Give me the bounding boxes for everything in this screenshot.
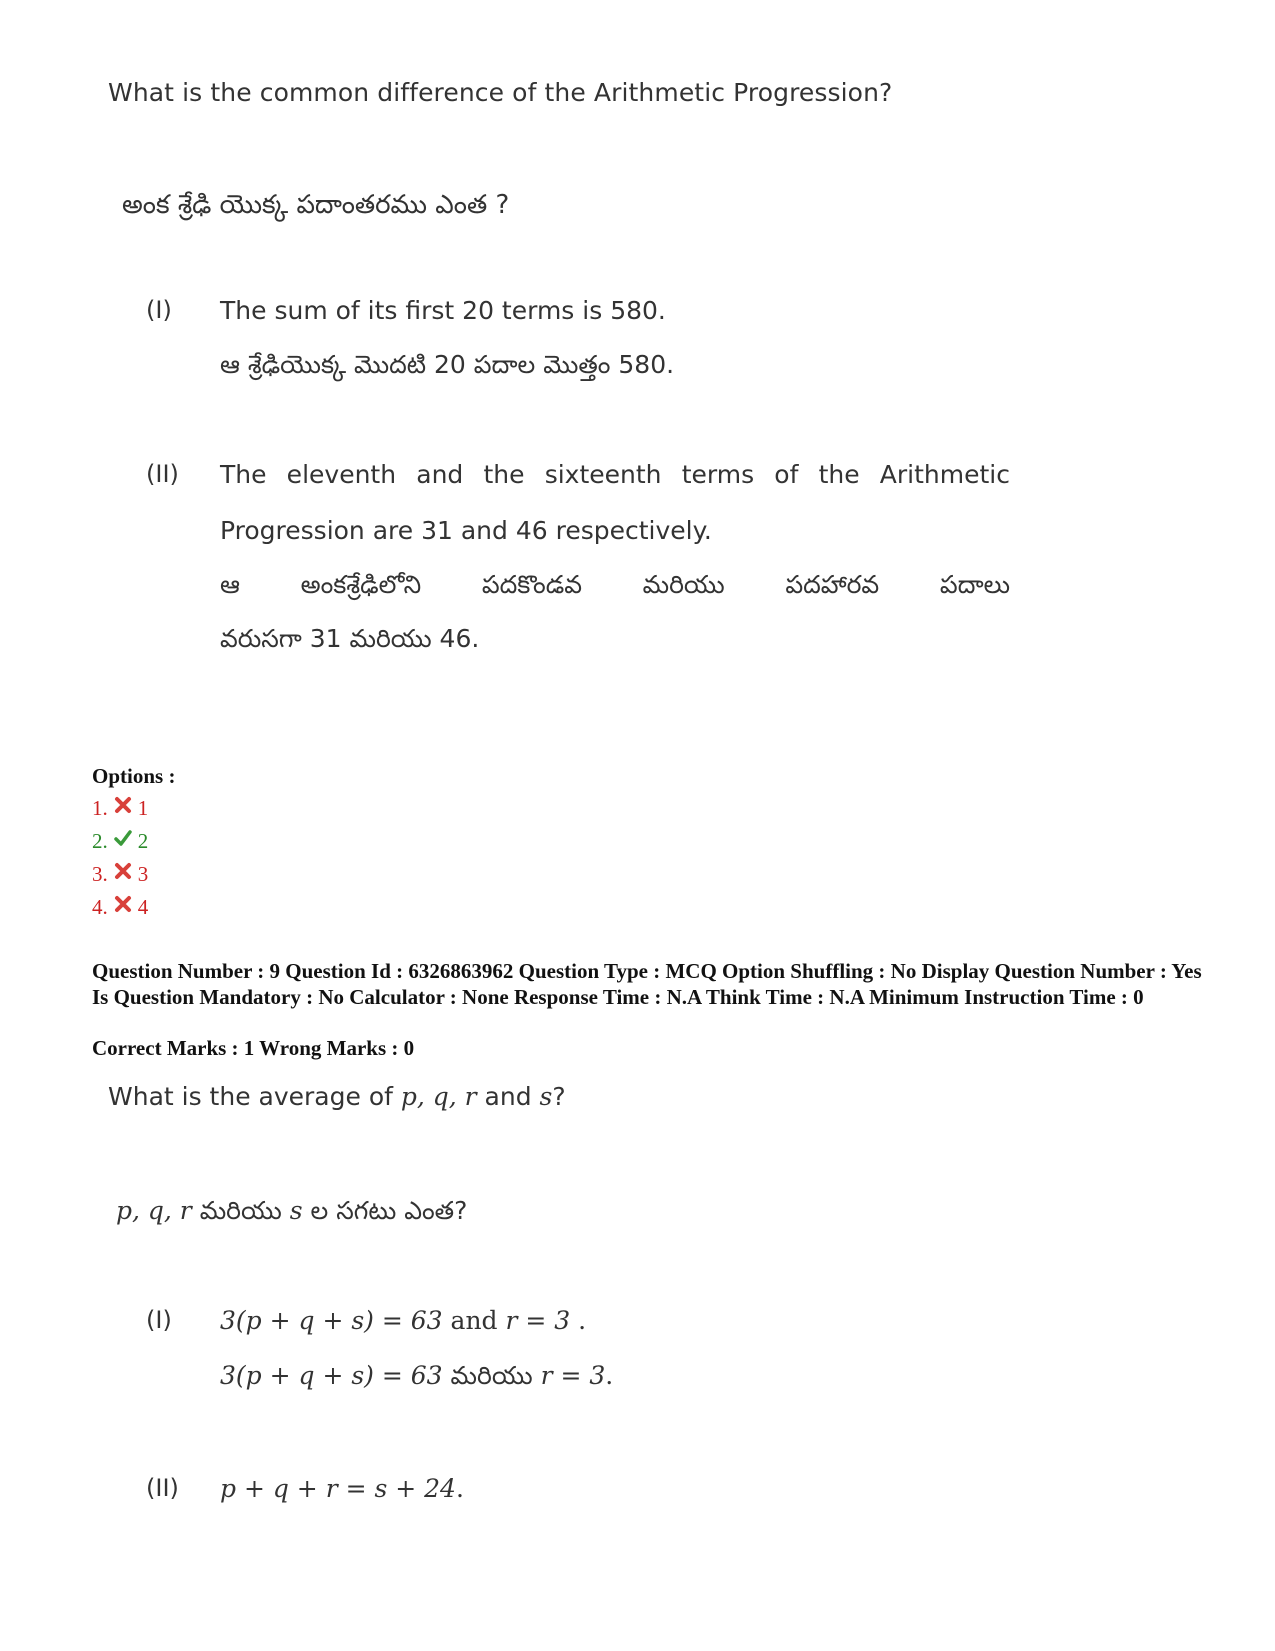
option-value: 4 <box>137 895 149 919</box>
statement-line-te: ఆ శ్రేఢియొక్క మొదటి 20 పదాల మొత్తం 580. <box>220 350 675 379</box>
cross-icon <box>114 796 132 814</box>
option-1 <box>92 796 148 821</box>
statement-numeral: (I) <box>146 296 172 324</box>
option-3 <box>92 862 148 887</box>
option-value: 2 <box>137 829 149 853</box>
option-value: 1 <box>137 796 149 820</box>
statement-line-te: వరుసగా 31 మరియు 46. <box>220 624 480 653</box>
cross-icon <box>114 895 132 913</box>
option-number: 2. <box>92 829 108 853</box>
question-marks: Correct Marks : 1 Wrong Marks : 0 <box>92 1036 415 1060</box>
option-number: 1. <box>92 796 108 820</box>
option-2 <box>92 829 148 854</box>
question-title-en: What is the common difference of the Arithmetic Progression? <box>108 78 893 107</box>
statement-numeral: (I) <box>146 1306 172 1334</box>
question-meta: Question Number : 9 Question Id : 6326863962 Question Type : MCQ Option Shuffling : No Display Question Number : Yes Is Question Mandatory : No Calculator : None Response Time : N.A Think Time : N.A Minimum Instruction Time : 0 <box>92 959 1202 1009</box>
option-number: 3. <box>92 862 108 886</box>
statement-line-en: The eleventh and the sixteenth terms of the Arithmetic <box>220 460 1010 489</box>
statement-line-te: ఆ అంకశ్రేఢిలోని పదకొండవ మరియు పదహారవ పదాలు <box>220 570 1010 599</box>
statement-2 <box>146 1474 1016 1514</box>
option-number: 4. <box>92 895 108 919</box>
statement-numeral: (II) <box>146 460 179 488</box>
question-title-te: అంక శ్రేఢి యొక్క పదాంతరము ఎంత ? <box>122 190 510 220</box>
statement-line-en: The sum of its first 20 terms is 580. <box>220 296 666 325</box>
question-title-en: What is the average of p, q, r and s? <box>108 1082 566 1111</box>
statement-1 <box>146 296 1016 386</box>
statement-line-te: 3(p + q + s) = 63 మరియు r = 3. <box>220 1361 614 1390</box>
cross-icon <box>114 862 132 880</box>
statement-line-en: Progression are 31 and 46 respectively. <box>220 516 712 545</box>
check-icon <box>114 829 132 847</box>
options-label: Options : <box>92 764 176 788</box>
option-4 <box>92 895 148 920</box>
question-title-te: p, q, r మరియు s ల సగటు ఎంత? <box>116 1196 468 1225</box>
statement-2 <box>146 460 1016 680</box>
statement-line-en: p + q + r = s + 24. <box>220 1474 464 1503</box>
option-value: 3 <box>137 862 149 886</box>
statement-line-en: 3(p + q + s) = 63 and r = 3 . <box>220 1306 587 1335</box>
statement-numeral: (II) <box>146 1474 179 1502</box>
statement-1 <box>146 1306 1016 1396</box>
